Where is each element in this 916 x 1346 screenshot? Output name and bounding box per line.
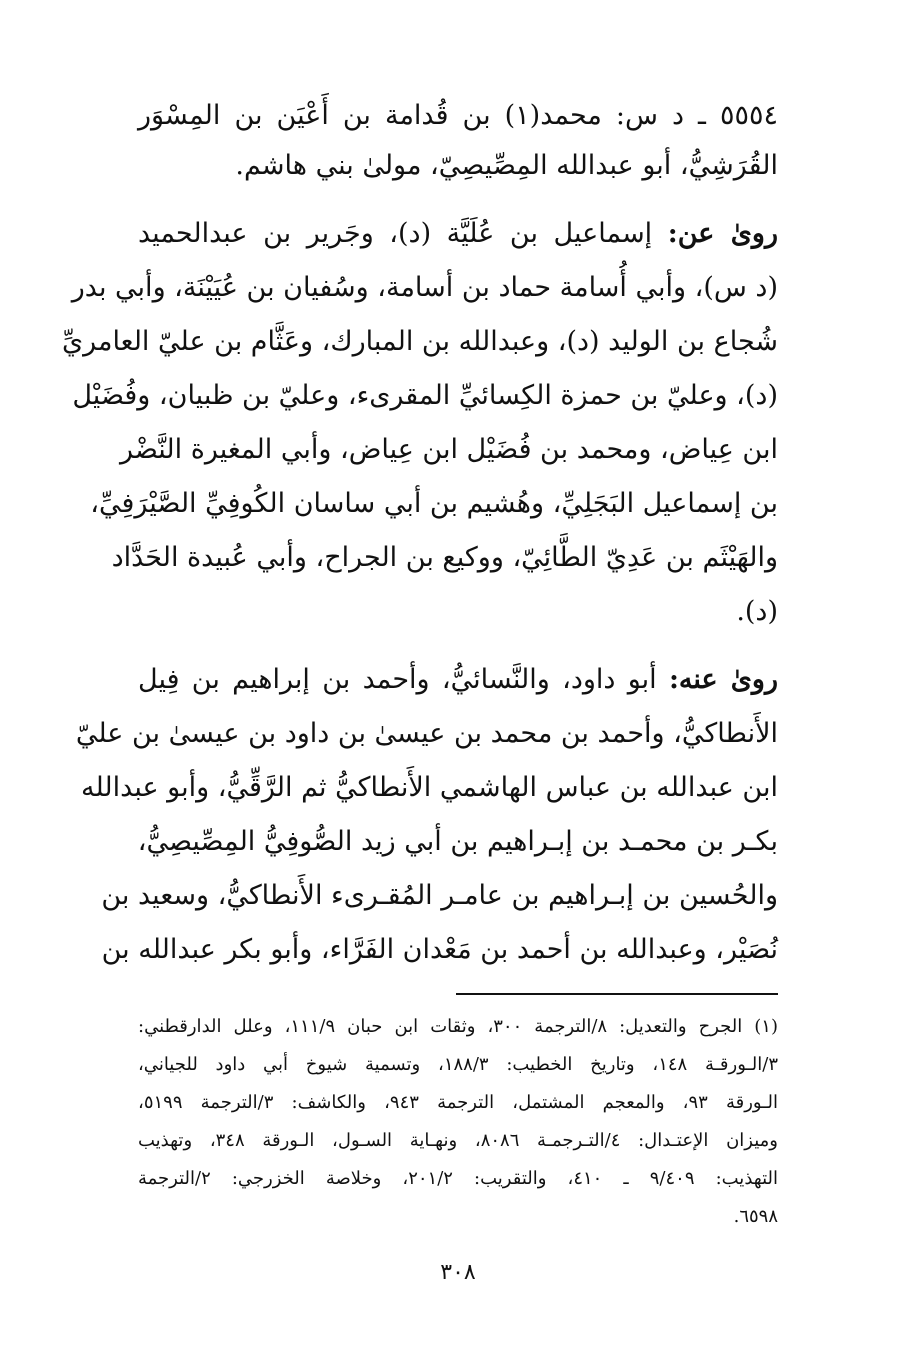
rawa-an-line-6: بن إسماعيل البَجَلِيِّ، وهُشيم بن أبي ساسان الكُوفِيِّ الصَّيْرَفِيِّ،	[90, 488, 778, 519]
rawa-an-line-5: ابن عِياض، ومحمد بن فُضَيْل ابن عِياض، وأبي المغيرة النَّضْر	[119, 434, 778, 465]
footnote-line-1: (١) الجرح والتعديل: ٨/الترجمة ٣٠٠، وثقات ابن حبان ١١١/٩، وعلل الدارقطني:	[138, 1016, 778, 1037]
footnote-divider	[456, 993, 778, 995]
entry-line-1: ٥٥٥٤ ـ د س: محمد(١) بن قُدامة بن أَعْيَن بن المِسْوَر	[138, 100, 778, 131]
footnote-line-5: التهذيب: ٩/٤٠٩ ـ ٤١٠، والتقريب: ٢٠١/٢، وخلاصة الخزرجي: ٢/الترجمة	[138, 1168, 778, 1189]
rawa-anhu-line-4: بكـر بن محمـد بن إبـراهيم بن أبي زيد الصُّوفِيُّ المِصِّيصِيُّ،	[137, 826, 778, 857]
entry-line-2: القُرَشِيُّ، أبو عبدالله المِصِّيصِيّ، مولىٰ بني هاشم.	[235, 150, 778, 181]
rawa-an-lead: رویٰ عن:	[667, 218, 778, 249]
page-number: ٣٠٨	[440, 1260, 476, 1285]
rawa-an-line-2: (د س)، وأبي أُسامة حماد بن أسامة، وسُفيان بن عُيَيْنَة، وأبي بدر	[71, 272, 778, 303]
footnote-section	[138, 1012, 778, 1252]
rawa-anhu-line-5: والحُسين بن إبـراهيم بن عامـر المُقـرىء الأَنطاكيُّ، وسعيد بن	[101, 880, 778, 911]
rawa-anhu-lead: رویٰ عنه:	[668, 664, 778, 695]
rawa-an-line-8: (د).	[736, 596, 778, 627]
footnote-line-6: ٦٥٩٨.	[733, 1206, 778, 1227]
rawa-an-line-3: شُجاع بن الوليد (د)، وعبدالله بن المبارك، وعَثَّام بن عليّ العامريِّ	[61, 326, 778, 357]
rawa-an-line-1	[138, 214, 778, 254]
rawa-anhu-line-1-text: أبو داود، والنَّسائيُّ، وأحمد بن إبراهيم بن فِيل	[138, 664, 657, 695]
rawa-an-line-7: والهَيْثَم بن عَدِيّ الطَّائِيّ، ووكيع بن الجراح، وأبي عُبيدة الحَدَّاد	[111, 542, 778, 573]
footnote-line-2: ٣/الـورقـة ١٤٨، وتاريخ الخطيب: ١٨٨/٣، وتسمية شيوخ أبي داود للجياني،	[138, 1054, 778, 1075]
footnote-line-4: وميزان الإعتـدال: ٤/التـرجمـة ٨٠٨٦، ونهـاية السـول، الـورقة ٣٤٨، وتهذيب	[138, 1130, 778, 1151]
rawa-an-line-1-text: إسماعيل بن عُلَيَّة (د)، وجَرير بن عبدالحميد	[138, 218, 653, 249]
rawa-anhu-line-2: الأَنطاكيُّ، وأحمد بن محمد بن عيسىٰ بن داود بن عيسىٰ بن عليّ	[75, 718, 778, 749]
rawa-anhu-line-1	[138, 660, 778, 700]
rawa-an-line-4: (د)، وعليّ بن حمزة الكِسائيِّ المقرىء، وعليّ بن ظبيان، وفُضَيْل	[72, 380, 778, 411]
footnote-line-3: الـورقة ٩٣، والمعجم المشتمل، الترجمة ٩٤٣، والكاشف: ٣/الترجمة ٥١٩٩،	[138, 1092, 778, 1113]
rawa-anhu-line-6: نُصَيْر، وعبدالله بن أحمد بن مَعْدان الفَرَّاء، وأبو بكر عبدالله بن	[101, 934, 778, 965]
rawa-anhu-line-3: ابن عبدالله بن عباس الهاشمي الأَنطاكيُّ ثم الرَّقِّيُّ، وأبو عبدالله	[81, 772, 778, 803]
